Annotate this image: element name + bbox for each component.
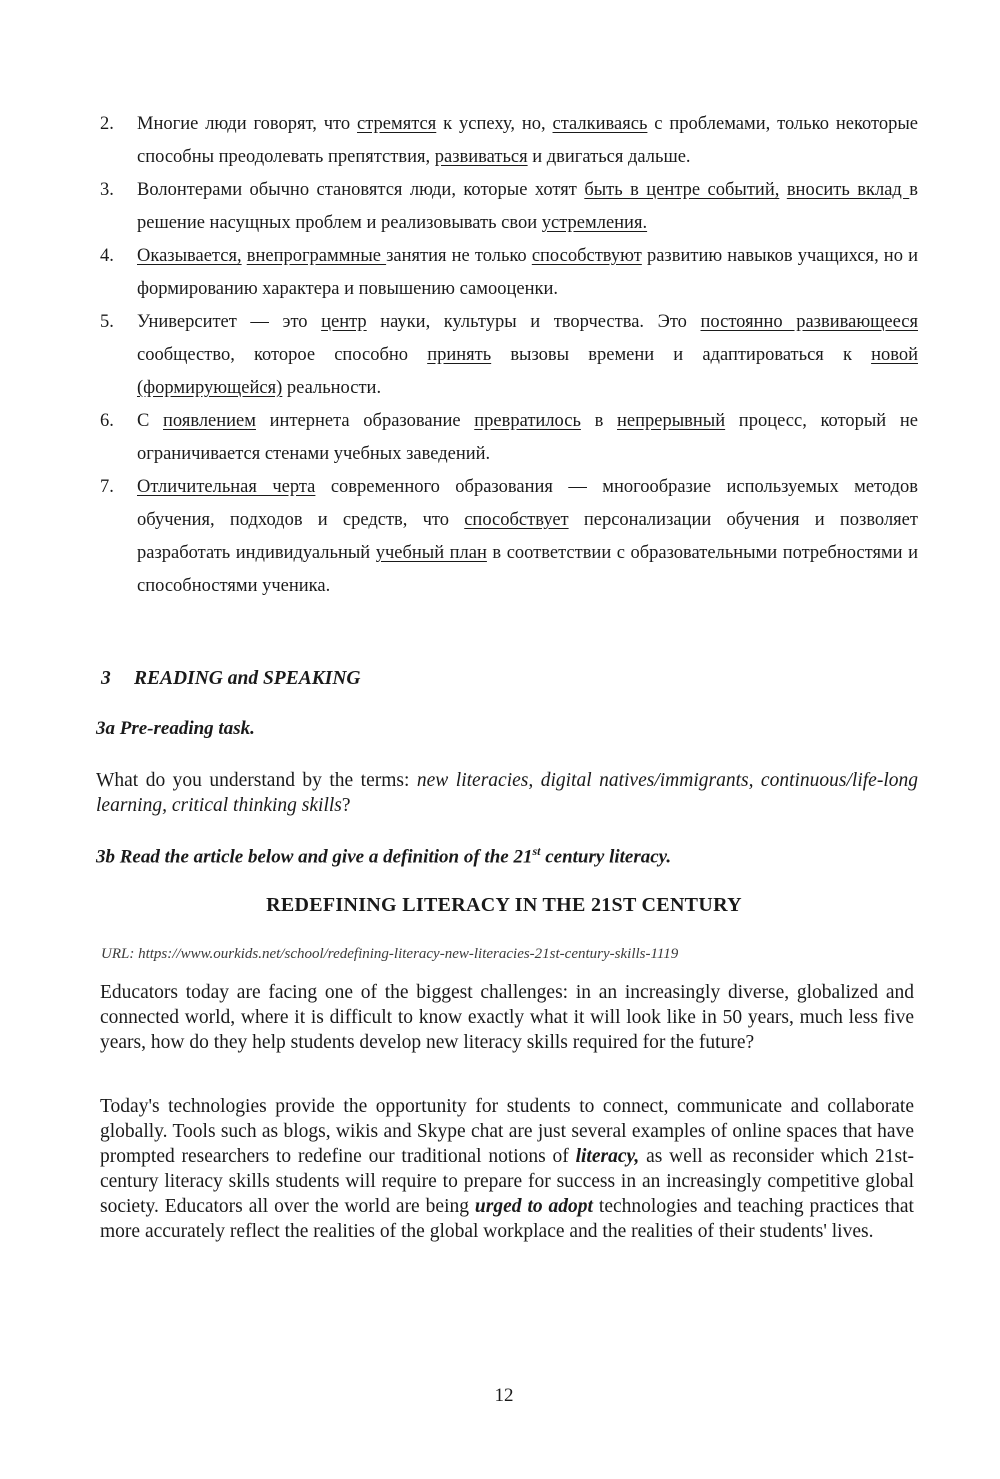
list-item-number: 5. <box>100 312 114 332</box>
text-segment: науки, культуры и творчества. Это <box>366 312 701 332</box>
list-item-number: 6. <box>100 411 114 431</box>
section-heading <box>101 668 360 690</box>
underlined-phrase: быть в центре событий, <box>584 180 780 200</box>
text-segment: вызовы времени и адаптироваться к <box>491 345 872 365</box>
list-item-text <box>137 405 918 471</box>
text-segment: сообщество, которое способно <box>137 345 428 365</box>
underlined-phrase: превратилось <box>474 411 581 431</box>
text-segment: и двигаться дальше. <box>527 147 691 167</box>
underlined-phrase: Оказывается, <box>137 246 242 266</box>
para2-part-a: Today's technologies provide the opportunity for students to connect, communicate and collaborate globally. Tools such as blogs, wikis and Skype chat are just several examples of online spaces that have prompted researchers to redefine our traditional notions of <box>100 1096 914 1167</box>
article-title: REDEFINING LITERACY IN THE 21ST CENTURY <box>266 894 742 916</box>
russian-sentence-list <box>100 108 918 603</box>
list-item <box>100 306 918 405</box>
underlined-phrase: центр <box>321 312 367 332</box>
task-3b-superscript: st <box>532 844 541 858</box>
text-segment: реальности. <box>282 378 382 398</box>
question-terms: new literacies, digital natives/immigrants, continuous/life-long learning, critical thinking skills <box>96 770 918 816</box>
text-segment: С <box>137 411 164 431</box>
underlined-phrase: вносить вклад <box>786 180 910 200</box>
para2-part-c: as well as reconsider which 21st-century literacy skills students will require to prepare for success in an increasingly competitive global society. Educators all over the world are being <box>100 1146 914 1217</box>
task-3b-after: century literacy. <box>540 846 672 868</box>
list-item-text <box>137 174 918 240</box>
text-segment: в <box>580 411 617 431</box>
text-segment: Многие люди говорят, что <box>137 114 358 134</box>
text-segment: развитию навыков учащихся, но и формированию характера и повышению самооценки. <box>137 246 918 299</box>
page-number: 12 <box>494 1385 514 1406</box>
text-segment: с проблемами, только некоторые способны преодолевать препятствия, <box>137 114 918 167</box>
underlined-phrase: учебный план <box>375 543 487 563</box>
question-lead: What do you understand by the terms: <box>96 770 417 791</box>
underlined-phrase: сталкиваясь <box>552 114 648 134</box>
list-item-number: 4. <box>100 246 114 266</box>
text-segment: к успеху, но, <box>436 114 553 134</box>
text-segment: интернета образование <box>255 411 475 431</box>
list-item-number: 2. <box>100 114 114 134</box>
para2-literacy: literacy, <box>575 1146 640 1167</box>
list-item <box>100 405 918 471</box>
text-segment: в решение насущных проблем и реализовывать свои <box>137 180 919 233</box>
underlined-phrase: постоянно развивающееся <box>700 312 918 332</box>
list-item <box>100 174 918 240</box>
underlined-phrase: непрерывный <box>617 411 726 431</box>
list-item <box>100 471 918 603</box>
underlined-phrase: принять <box>427 345 492 365</box>
underlined-phrase: развиваться <box>434 147 528 167</box>
text-segment: персонализации обучения и позволяет разработать индивидуальный <box>137 510 918 563</box>
question-end: ? <box>341 795 351 816</box>
text-segment: современного образования — многообразие используемых методов обучения, подходов и средств, что <box>137 477 919 530</box>
para2-part-e: technologies and teaching practices that more accurately reflect the realities of the global workplace and the realities of their students' lives. <box>100 1196 914 1242</box>
underlined-phrase: способствует <box>464 510 569 530</box>
list-item <box>100 240 918 306</box>
article-paragraph-1: Educators today are facing one of the biggest challenges: in an increasingly diverse, globalized and connected world, where it is difficult to know exactly what it will look like in 50 years, much less five years, how do they help students develop new literacy skills required for the future? <box>100 982 914 1053</box>
list-item-text <box>137 306 918 405</box>
para2-urged-to-adopt: urged to adopt <box>474 1196 593 1217</box>
underlined-phrase: внепрограммные <box>246 246 387 266</box>
text-segment: занятия не только <box>386 246 532 266</box>
list-item <box>100 108 918 174</box>
list-item-number: 7. <box>100 477 114 497</box>
task-3a-heading: 3a Pre-reading task. <box>96 718 255 739</box>
underlined-phrase: стремятся <box>357 114 437 134</box>
text-segment: Университет — это <box>137 312 322 332</box>
section-number: 3 <box>101 668 111 689</box>
article-paragraph-2 <box>100 1094 914 1244</box>
section-title: READING and SPEAKING <box>134 668 361 689</box>
list-item-number: 3. <box>100 180 114 200</box>
list-item-text <box>137 108 918 174</box>
task-3b-heading <box>96 844 671 868</box>
text-segment: в соответствии с образовательными потребностями и способностями ученика. <box>137 543 919 596</box>
underlined-phrase: появлением <box>163 411 256 431</box>
task-3b-before: 3b Read the article below and give a definition of the 21 <box>96 846 533 868</box>
pre-reading-question <box>96 768 918 818</box>
underlined-phrase: устремления. <box>541 213 648 233</box>
text-segment: Волонтерами обычно становятся люди, которые хотят <box>137 180 585 200</box>
text-segment <box>779 180 786 200</box>
underlined-phrase: Отличительная черта <box>137 477 316 497</box>
list-item-text <box>137 471 918 603</box>
text-segment: процесс, который не ограничивается стенами учебных заведений. <box>137 411 918 464</box>
article-url: URL: https://www.ourkids.net/school/redefining-literacy-new-literacies-21st-century-skills-1119 <box>101 946 679 962</box>
list-item-text <box>137 240 918 306</box>
underlined-phrase: способствуют <box>531 246 642 266</box>
underlined-phrase: новой (формирующейся) <box>137 345 918 398</box>
